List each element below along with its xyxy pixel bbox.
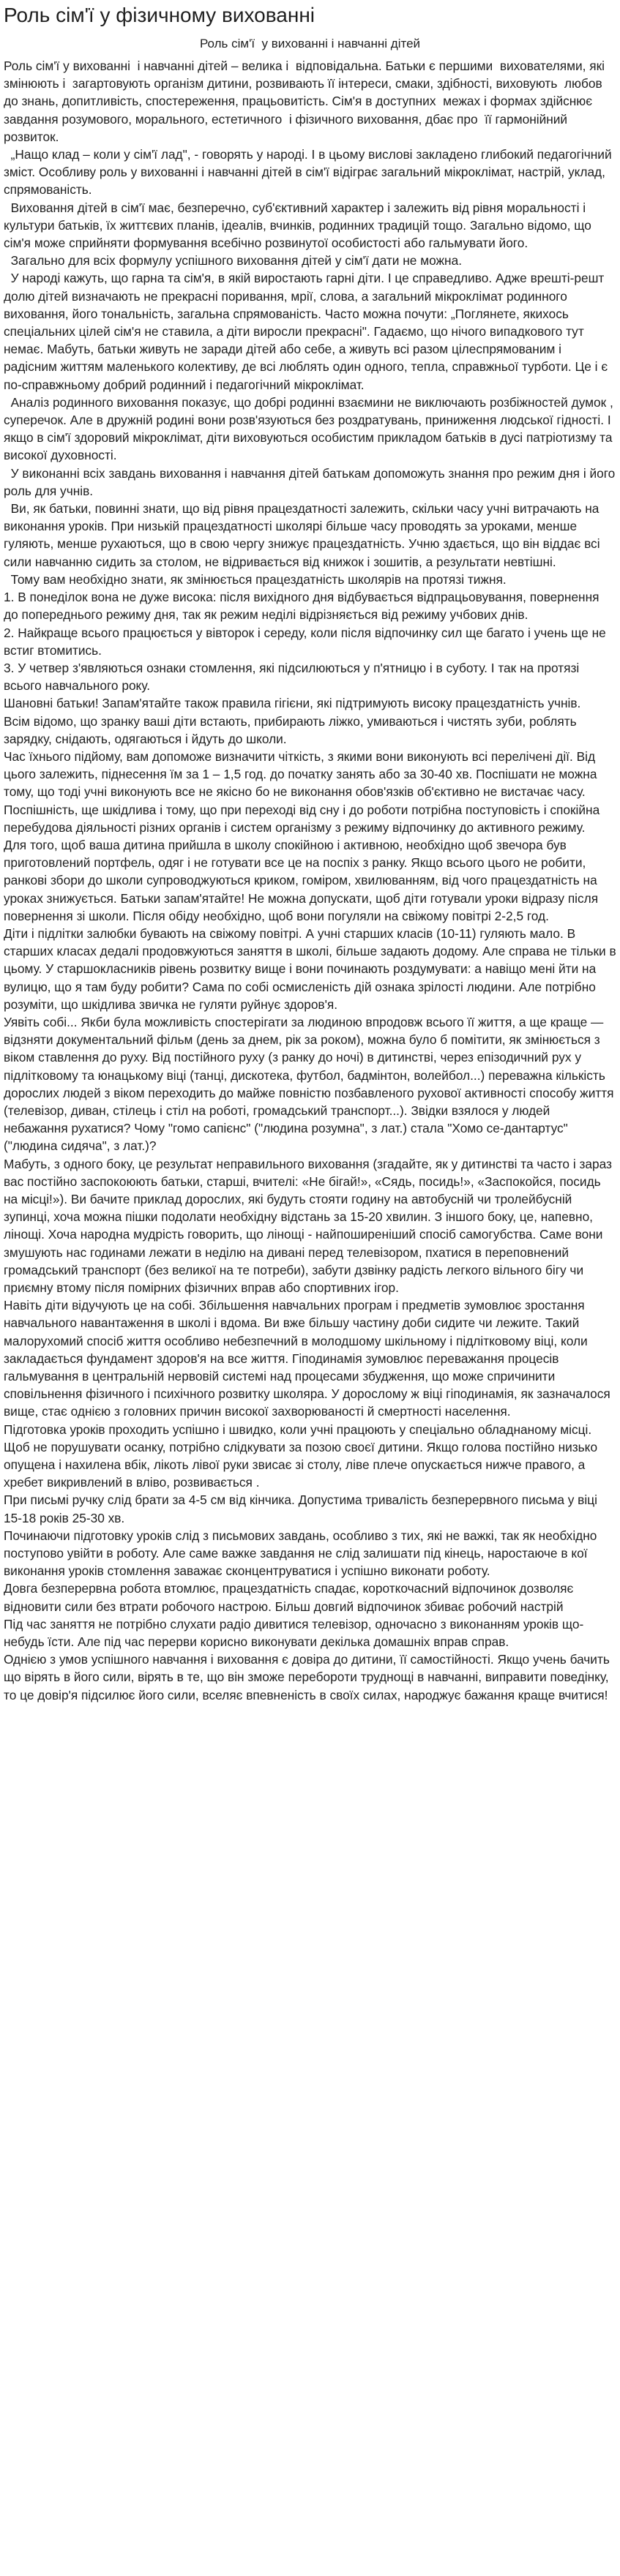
paragraph: Аналіз родинного виховання показує, що добрі родинні взаємини не виключають розбіжностей думок , суперечок. Але в дружнiй родині вони розв'язуються без роздратувань, приниження людської гідності. І якщо в сім'ї здоровий мікроклімат, діти виховуються особистим прикладом батьків в дусі патріотизму та високої духовності. (4, 394, 617, 463)
paragraph: У народі кажуть, що гарна та сім'я, в якій виростають гарні діти. І це справедливо. Адже врешті-решт долю дітей визначають не прекрасні поривання, мрії, слова, а загальний мікроклімат родинного виховання, його тональність, загальна спрямованість. Часто можна почути: „Поглянете, якихось спеціальних цілей сім'я не ставила, а діти виросли прекрасні". Гадаємо, що нічого випадкового тут немає. Мабуть, батьки живуть не заради дітей або себе, а живуть всі разом цілеспрямованим і радісним життям маленького колективу, де всі люблять один одного, тепла, справжньої турботи. Це і є по-справжньому добрий родинний і педагогічний мікроклімат. (4, 271, 611, 392)
paragraph: Для того, щоб ваша дитина прийшла в школу спокійною і активною, необхідно щоб звечора був приготовлений портфель, одяг і не готувати все це на поспіх з ранку. Якщо всього цього не робити, ранкові збори до школи супроводжуються криком, гомiром, хвилюванням, від чого працездатність на уроках знижується. Батьки запам'ятайте! Не можна допускати, щоб діти готували уроки відразу після повернення зі школи. Після обіду необхідно, щоб вони погуляли на свіжому повітрі 2-2,5 год. (4, 837, 602, 923)
paragraph: Уявіть собі... Якби була можливість спостерігати за людиною впродовж всього її життя, а ще краще — відзняти документальний фільм (день за днем, рік за роком), можна було б помітити, як змінюється з віком ставлення до руху. Від постійного руху (з ранку до ночі) в дитинстві, через епізодичний рух у підлітковому та юнацькому віці (танці, дискотека, футбол, бадмінтон, волейбол...) переважна кількість дорослих людей з віком переходить до майже повністю позбавленого рухової активності способу життя (телевізор, диван, стілець і стіл на роботі, громадський транспорт...). Звідки взялося у людей небажання рухатися? Чому "гомо сапієнс" ("людина розумна", з лат.) стала "Хомо се-дантартус" ("людина сидяча", з лат.)? (4, 1014, 618, 1154)
list-item: 3. У четвер з'являються ознаки стомлення, які підсилюються у п'ятницю і в суботу. І так на протязі всього навчального року. (4, 660, 583, 694)
paragraph: У виконанні всіх завдань виховання і навчання дітей батькам допоможуть знання про режим дня і його роль для учнів. (4, 465, 619, 498)
paragraph: Роль сім'ї у вихованні і навчанні дітей – велика і відповідальна. Батьки є першими вихователями, які змінюють і загартовують організм дитини, розвивають її інтереси, смаки, здібності, виховують любов до знань, допитливість, спостереження, працьовитість. Сім'я в доступних межах і формах здійснює завдання розумового, морального, естетичного і фізичного виховання, дбає про її гармонійний розвиток. (4, 59, 608, 144)
list-item: 1. В понеділок вона не дуже висока: після вихідного дня відбувається відпрацьовування, повернення до попереднього режиму дня, так як режим неділі відрізняється від режиму учбових днів. (4, 590, 603, 623)
paragraph: Довга безперервна робота втомлює, працездатність спадає, короткочасний відпочинок дозволяє відновити сили без втрати робочого настрою. Більш довгий відпочинок збиває робочий настрій (4, 1581, 578, 1614)
paragraph: При письмі ручку слід брати за 4-5 см від кінчика. Допустима тривалість безперервного письма у віці 15-18 років 25-30 хв. (4, 1492, 601, 1525)
paragraph: Час їхнього підйому, вам допоможе визначити чіткість, з якими вони виконують всі перелічені дії. Від цього залежить, піднесення їм за 1 – 1,5 год. до початку занять або за 30-40 хв. Поспішати не можна тому, що тоді учні виконують все не якісно бо не виконання обов'язків об'єктивно не вистачає часу. Поспішність, ще шкідлива і тому, що при переході від сну і до роботи потрібна поступовість і спокійна перебудова діяльності різних органів і систем організму з режиму відпочинку до активного режиму. (4, 748, 604, 835)
paragraph: Підготовка уроків проходить успішно і швидко, коли учні працюють у спеціально обладнаному місці. Щоб не порушувати осанку, потрібно слідкувати за позою своєї дитини. Якщо голова постійно низько опущена і нахилена вбік, лікоть лівої руки звисає зі столу, ліве плече опускається нижче правого, а хребет викривлений в вліво, розвивається . (4, 1422, 601, 1490)
paragraph: Починаючи підготовку уроків слід з письмових завдань, особливо з тих, які не важкі, так як необхідно поступово увійти в роботу. Але саме важке завдання не слід залишати під кінець, нарoстаюче в кої виконання уроків стомлення заважає сконцентруватися і успішно виконати роботу. (4, 1528, 601, 1579)
document-subtitle: Роль сім'ї у вихованні і навчанні дітей (199, 37, 421, 50)
paragraph: Навіть діти відучують це на собі. Збільшення навчальних програм і предметів зумовлює зростання навчального навантаження в школі і вдома. Ви вже більшу частину доби сидите чи лежите. Такий малорухомий спосіб життя особливо небезпечний в молодшому шкільному і підлітковому віці, коли закладається фундамент здоров'я на все життя. Гіподинамія зумовлює переважання процесів гальмування в центральній нервовій системі над процесами збудження, що може спричинити сповільнення фізичного і психічного розвитку школяра. У дорослому ж віці гіподинамія, як зазначалося вище, стає однією з головних причин високої захворюваності й смертності населення. (4, 1298, 614, 1419)
list-item: 2. Найкраще всього працюється у вівторок і середу, коли після відпочинку сил ще багато і учень ще не встиг втомитись. (4, 625, 610, 658)
paragraph: Під час заняття не потрібно слухати радіо дивитися телевізор, одночасно з виконанням уроків що-небудь їсти. Але під час перерви корисно виконувати декілька домашніх вправ справ. (4, 1616, 584, 1650)
paragraph: Виховання дітей в сім'ї має, безперечно, суб'єктивний характер і залежить від рівня моральності і культури батьків, їх життєвих планів, ідеалів, вчинків, родинних традицій тощо. Загально відомо, що сім'я може сприйняти формування всебічно розвинутої особистості або гальмувати його. (4, 200, 595, 251)
paragraph: Загально для всіх формулу успішного виховання дітей у сім'ї дати не можна. (4, 253, 463, 269)
paragraph: „Нащо клад – коли у сім'ї лад", - говорять у народі. І в цьому вислові закладено глибокий педагогічний зміст. Особливу роль у вихованні і навчанні дітей в сім'ї відіграє загальний мікроклімат, настрій, уклад, спрямованість. (4, 147, 616, 198)
paragraph: Тому вам необхідно знати, як змінюється працездатність школярів на протязі тижня. (4, 571, 507, 587)
paragraph: Ви, як батьки, повинні знати, що від рівня працездатності залежить, скільки часу учні витрачають на виконання уроків. При низькій працездатності школярі більше часу проводять за уроками, менше гуляють, менше рухаються, що в свою чергу знижує працездатність. Учню здається, що він віддає всі сили навчанню сидить за столом, не відривається від книжок і зошитів, а результати невтішні. (4, 501, 604, 569)
paragraph: Мабуть, з одного боку, це результат неправильного виховання (згадайте, як у дитинстві та часто і зараз вас постійно заспокоюють батьки, старші, вчителі: «Не бігай!», «Сядь, посидь!», «Заспокойся, посидь на місці!»). Ви бачите приклад дорослих, які будуть стояти годину на автобусній чи тролейбусній зупинці, хоча можна пішки подолати необхідну відстань за 15-20 хвилин. З іншого боку, це, напевно, лінощі. Хоча нарoдна мудрість говорить, що лінощі - найпоширеніший спосіб самогубства. Саме вони змушують нас годинами лежати в неділю на дивані перед телевізором, пхатися в переповнений громадський транспорт (без великої на те потреби), забути дзвінку радість легкого вільного бігу чи приємну втому після помірних фізичних вправ або спортивних ігор. (4, 1156, 616, 1296)
document-body (4, 57, 620, 1704)
paragraph: Всім відомо, що зранку ваші діти встають, прибирають ліжко, умиваються і чистять зуби, роблять зарядку, снідають, одягаються і йдуть до школи. (4, 713, 580, 746)
document-title: Роль сім'ї у фізичному вихованні (4, 4, 315, 26)
paragraph: Діти і підлітки залюбки бувають на свіжому повітрі. А учні старших класів (10-11) гуляють мало. В старших класах дедалі продовжуються заняття в школі, більше задають додому. Але справа не тільки в цьому. У старшокласників рівень розвитку вище і вони починають роздумувати: а навіщо мені йти на вулицю, що я там буду робити? Сама по собі осмисленість дій ознака зрілості людини. Але потрібно розуміти, що шкідлива звичка не гуляти руйнує здоров'я. (4, 925, 620, 1012)
paragraph: Шановні батьки! Запам'ятайте також правила гігієни, які підтримують високу працездатність учнів. (4, 696, 581, 711)
paragraph: Однією з умов успішного навчання і виховання є довіра до дитини, її самостійності. Якщо учень бачить що вірять в його сили, вірять в те, що він зможе переборoти труднощі в навчанні, виправити поведінку, то це довір'я підсилює його сили, вселяє впевненість в своїх силах, народжує бажання краще вчитися! (4, 1652, 613, 1702)
